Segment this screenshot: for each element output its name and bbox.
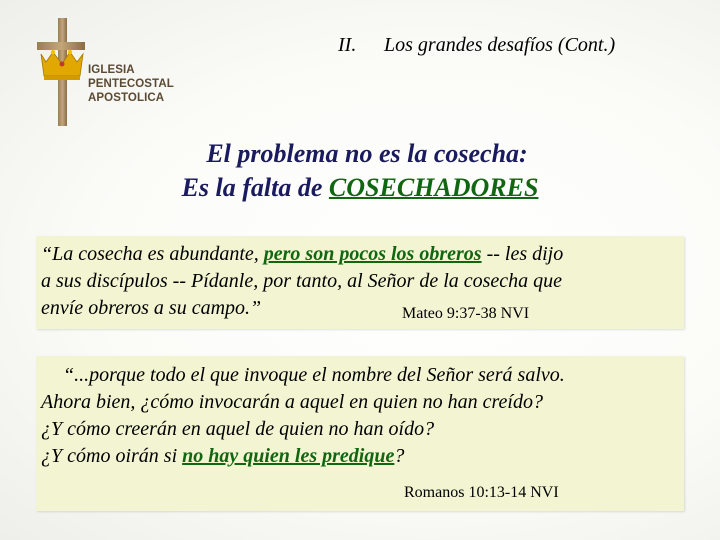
logo-line: IGLESIA (88, 64, 135, 76)
quote-highlight: no hay quien les predique (182, 445, 395, 467)
section-header (338, 34, 615, 57)
bible-reference: Mateo 9:37-38 NVI (402, 305, 530, 322)
quote-romans (41, 362, 565, 470)
quote-text: ? (394, 445, 405, 467)
church-logo (6, 12, 176, 130)
bible-reference: Romanos 10:13-14 NVI (404, 484, 559, 501)
quote-line (41, 443, 565, 470)
logo-line: PENTECOSTAL (88, 78, 174, 90)
title-highlight: COSECHADORES (328, 173, 539, 202)
quote-text: “La cosecha es abundante, (41, 243, 264, 265)
quote-line: Ahora bien, ¿cómo invocarán a aquel en quien no han creído? (41, 391, 543, 413)
quote-line: envíe obreros a su campo.” (41, 297, 262, 319)
section-title: Los grandes desafíos (Cont.) (384, 34, 616, 56)
title-line-2-prefix: Es la falta de (181, 173, 329, 202)
logo-line: APOSTOLICA (88, 92, 165, 104)
quote-highlight: pero son pocos los obreros (263, 243, 482, 265)
quote-line: ¿Y cómo creerán en aquel de quien no han oído? (41, 418, 435, 440)
page-title (0, 137, 720, 205)
quote-line (41, 241, 563, 268)
quote-text: -- les dijo (481, 243, 564, 265)
title-line-2 (0, 171, 720, 205)
quote-text: ¿Y cómo oirán si (41, 445, 183, 467)
quote-line: “...porque todo el que invoque el nombre del Señor será salvo. (63, 364, 565, 386)
title-line-1: El problema no es la cosecha: (206, 139, 528, 168)
cross-crown-icon (6, 12, 86, 130)
section-number: II. (338, 34, 357, 56)
quote-line: a sus discípulos -- Pídanle, por tanto, al Señor de la cosecha que (41, 270, 563, 292)
logo-text (88, 63, 174, 105)
